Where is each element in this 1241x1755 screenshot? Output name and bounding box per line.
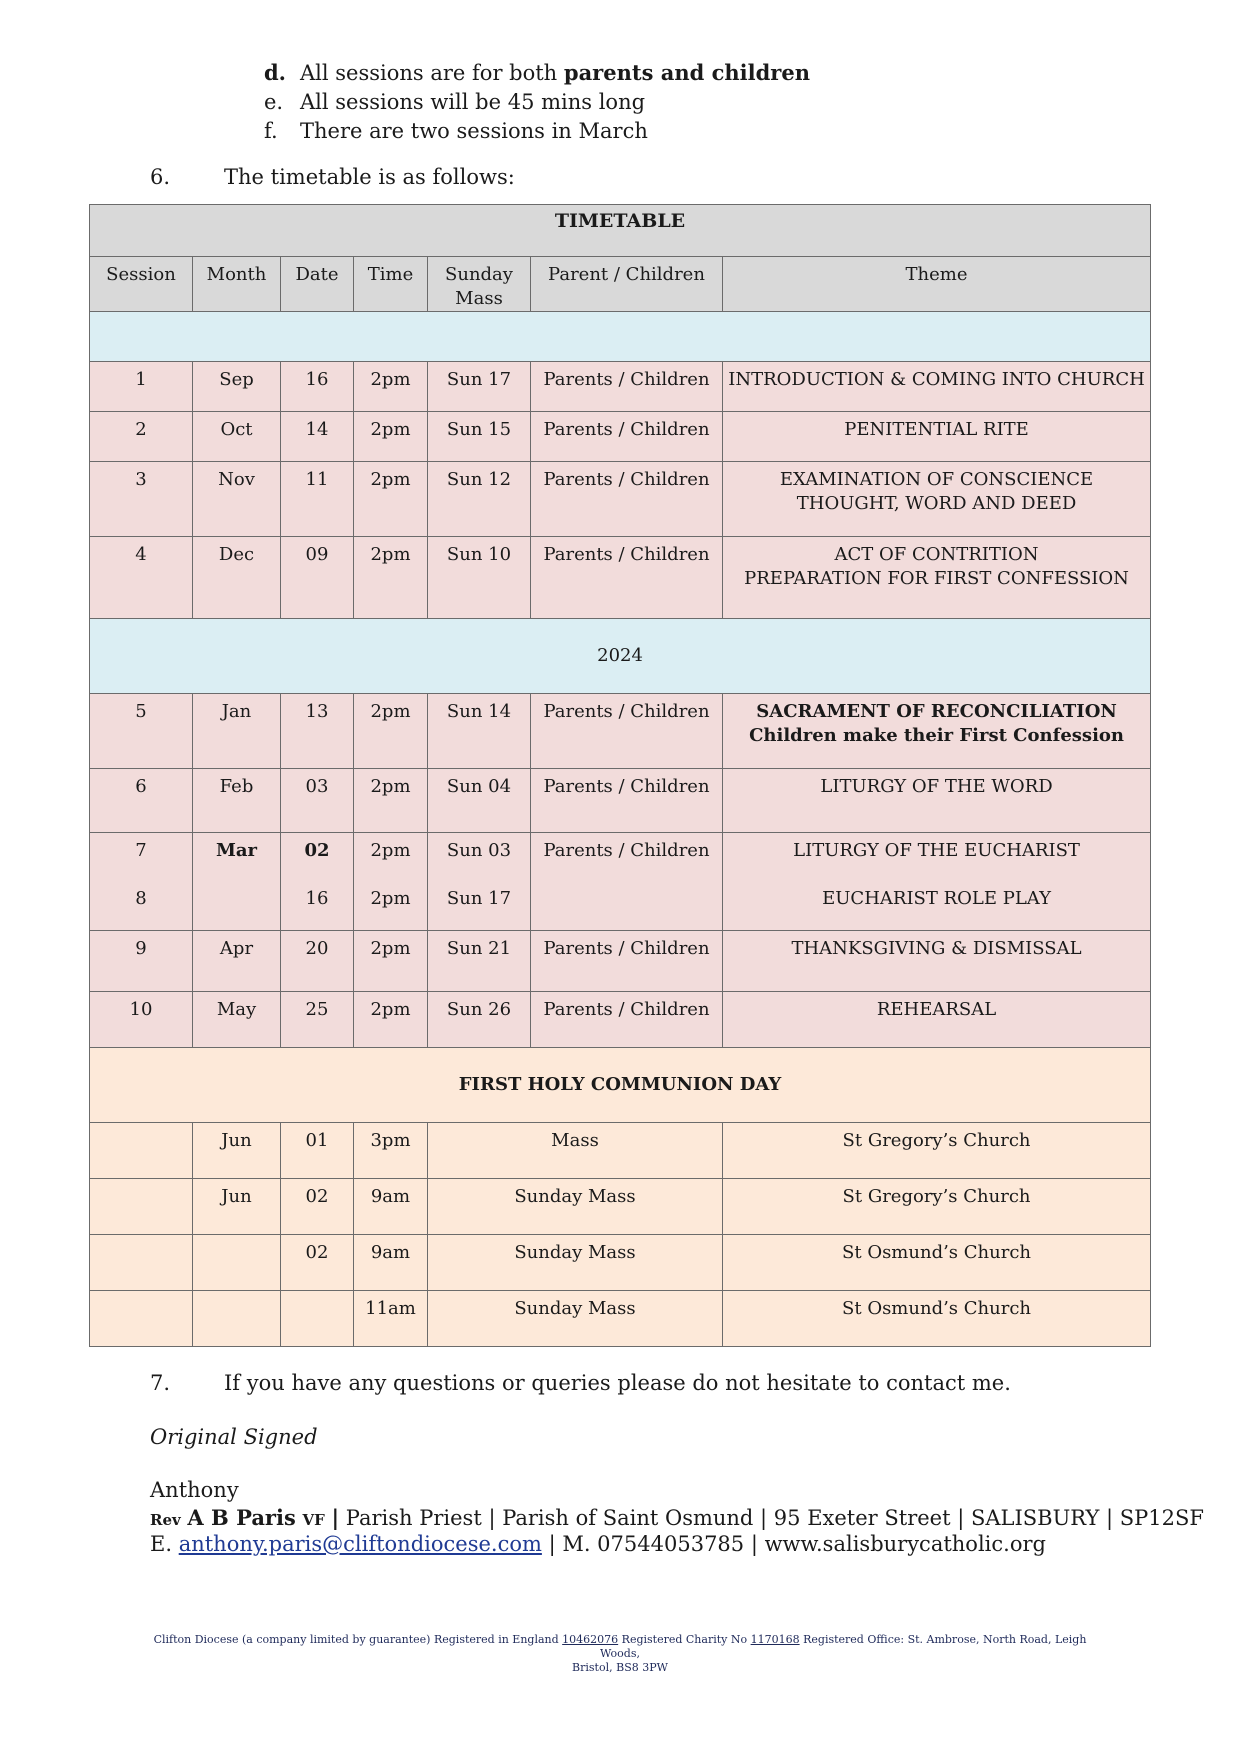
cell-line: 02 xyxy=(304,840,330,861)
header-session: Session xyxy=(90,257,193,312)
cell-time: 2pm xyxy=(354,412,428,462)
table-row xyxy=(90,694,1151,769)
cell-month: Mar xyxy=(193,833,281,931)
cell-month: Jun xyxy=(193,1179,281,1235)
cell-theme xyxy=(723,833,1151,931)
cell-date: 02 xyxy=(281,1179,354,1235)
paragraph-number: 6. xyxy=(150,165,171,189)
cell-session xyxy=(90,833,193,931)
cell-who: Parents / Children xyxy=(531,931,723,992)
timetable xyxy=(89,204,1151,1347)
cell-theme: INTRODUCTION & COMING INTO CHURCH xyxy=(723,362,1151,412)
cell-who: Parents / Children xyxy=(531,833,723,931)
signature-postnominal: VF xyxy=(302,1511,325,1529)
cell-session: 4 xyxy=(90,537,193,619)
cell-mass: Sun 17 xyxy=(428,362,531,412)
cell-line: 2pm xyxy=(370,840,411,861)
cell-theme: LITURGY OF THE WORD xyxy=(723,769,1151,833)
theme-line: EXAMINATION OF CONSCIENCE xyxy=(779,469,1094,490)
cell-month: Jun xyxy=(193,1123,281,1179)
header-month: Month xyxy=(193,257,281,312)
cell-line: 16 xyxy=(305,888,329,909)
list-text: All sessions are for both xyxy=(300,61,564,85)
table-row xyxy=(90,1179,1151,1235)
cell-month: Apr xyxy=(193,931,281,992)
cell-event: Sunday Mass xyxy=(428,1291,723,1347)
cell-place: St Gregory’s Church xyxy=(723,1179,1151,1235)
table-row xyxy=(90,1235,1151,1291)
cell-time: 9am xyxy=(354,1179,428,1235)
cell-session: 3 xyxy=(90,462,193,537)
signature-first-name: Anthony xyxy=(150,1478,239,1502)
list-text-bold: parents and children xyxy=(563,60,810,85)
theme-line: EUCHARIST ROLE PLAY xyxy=(822,888,1051,909)
cell-mass: Sun 14 xyxy=(428,694,531,769)
cell-month: Nov xyxy=(193,462,281,537)
cell-session: 6 xyxy=(90,769,193,833)
list-marker: e. xyxy=(264,90,284,114)
cell-place: St Gregory’s Church xyxy=(723,1123,1151,1179)
cell-month xyxy=(193,1235,281,1291)
table-row xyxy=(90,362,1151,412)
cell-who: Parents / Children xyxy=(531,462,723,537)
theme-line: THOUGHT, WORD AND DEED xyxy=(796,493,1077,514)
cell-mass: Sun 21 xyxy=(428,931,531,992)
cell-theme xyxy=(723,537,1151,619)
cell-mass: Sun 15 xyxy=(428,412,531,462)
cell-line: 8 xyxy=(135,888,147,909)
cell-session: 10 xyxy=(90,992,193,1048)
cell-session: 5 xyxy=(90,694,193,769)
cell-month xyxy=(193,1291,281,1347)
table-row xyxy=(90,537,1151,619)
cell-time: 2pm xyxy=(354,362,428,412)
cell-who: Parents / Children xyxy=(531,694,723,769)
cell-time: 11am xyxy=(354,1291,428,1347)
cell-date: 03 xyxy=(281,769,354,833)
cell-date xyxy=(281,1291,354,1347)
signature-separator: | xyxy=(331,1505,340,1530)
cell-date: 01 xyxy=(281,1123,354,1179)
paragraph-text: The timetable is as follows: xyxy=(224,165,515,189)
footer-line-1 xyxy=(140,1633,1100,1661)
table-row xyxy=(90,412,1151,462)
footer-text: Registered Charity No xyxy=(621,1633,748,1646)
header-time: Time xyxy=(354,257,428,312)
cell-time xyxy=(354,833,428,931)
table-row xyxy=(90,1123,1151,1179)
cell-session: 1 xyxy=(90,362,193,412)
table-row xyxy=(90,992,1151,1048)
cell-mass: Sun 26 xyxy=(428,992,531,1048)
header-sunday-mass: Sunday Mass xyxy=(428,257,531,312)
header-theme: Theme xyxy=(723,257,1151,312)
cell-theme: REHEARSAL xyxy=(723,992,1151,1048)
contact-line xyxy=(150,1531,1046,1558)
footer-text: Registered Office: St. Ambrose, North Road, Leigh Woods, xyxy=(600,1633,1087,1660)
cell-date: 02 xyxy=(281,1235,354,1291)
cell-event: Sunday Mass xyxy=(428,1235,723,1291)
cell-time: 2pm xyxy=(354,694,428,769)
cell-time: 2pm xyxy=(354,537,428,619)
cell-line: 7 xyxy=(135,840,147,861)
cell-month: Feb xyxy=(193,769,281,833)
cell-month: Dec xyxy=(193,537,281,619)
theme-line: SACRAMENT OF RECONCILIATION xyxy=(756,701,1117,722)
cell-line: 2pm xyxy=(370,888,411,909)
footer-charity-number: 1170168 xyxy=(750,1633,800,1646)
cell-place: St Osmund’s Church xyxy=(723,1235,1151,1291)
cell-date xyxy=(281,833,354,931)
cell-date: 14 xyxy=(281,412,354,462)
year-label: 2024 xyxy=(90,619,1151,694)
signature-name: A B Paris xyxy=(187,1505,296,1530)
cell-date: 11 xyxy=(281,462,354,537)
cell-time: 9am xyxy=(354,1235,428,1291)
cell-theme: PENITENTIAL RITE xyxy=(723,412,1151,462)
theme-line: LITURGY OF THE EUCHARIST xyxy=(793,840,1080,861)
header-parent-children: Parent / Children xyxy=(531,257,723,312)
list-marker: f. xyxy=(264,119,278,143)
email-link[interactable]: anthony.paris@cliftondiocese.com xyxy=(178,1532,542,1556)
cell-time: 3pm xyxy=(354,1123,428,1179)
cell-month: Oct xyxy=(193,412,281,462)
theme-line: Children make their First Confession xyxy=(749,725,1124,746)
theme-line: ACT OF CONTRITION xyxy=(834,544,1039,565)
footer-company-number: 10462076 xyxy=(562,1633,619,1646)
table-row xyxy=(90,769,1151,833)
cell-time: 2pm xyxy=(354,462,428,537)
footer-line-2: Bristol, BS8 3PW xyxy=(572,1661,668,1674)
cell-who: Parents / Children xyxy=(531,412,723,462)
cell-time: 2pm xyxy=(354,931,428,992)
cell-date: 16 xyxy=(281,362,354,412)
cell-month: Jan xyxy=(193,694,281,769)
cell-place: St Osmund’s Church xyxy=(723,1291,1151,1347)
cell-date: 25 xyxy=(281,992,354,1048)
cell-line: Sun 03 xyxy=(446,840,512,861)
year-row xyxy=(90,619,1151,694)
communion-title-row xyxy=(90,1048,1151,1123)
paragraph-number: 7. xyxy=(150,1371,171,1395)
cell-event: Mass xyxy=(428,1123,723,1179)
cell-theme xyxy=(723,462,1151,537)
timetable-title-row xyxy=(90,205,1151,257)
cell-date: 20 xyxy=(281,931,354,992)
cell-month: Sep xyxy=(193,362,281,412)
original-signed: Original Signed xyxy=(150,1425,318,1449)
header-date: Date xyxy=(281,257,354,312)
cell-session: 9 xyxy=(90,931,193,992)
cell-line: Sun 17 xyxy=(446,888,512,909)
cell-date: 13 xyxy=(281,694,354,769)
cell-mass xyxy=(428,833,531,931)
timetable-title: TIMETABLE xyxy=(90,205,1151,257)
section-spacer-row xyxy=(90,312,1151,362)
contact-rest: | M. 07544053785 | www.salisburycatholic.org xyxy=(548,1532,1046,1556)
cell-theme: THANKSGIVING & DISMISSAL xyxy=(723,931,1151,992)
table-row xyxy=(90,931,1151,992)
cell-mass: Sun 04 xyxy=(428,769,531,833)
cell-who: Parents / Children xyxy=(531,362,723,412)
cell-month: May xyxy=(193,992,281,1048)
list-text: There are two sessions in March xyxy=(300,119,648,143)
cell-mass: Sun 10 xyxy=(428,537,531,619)
cell-who: Parents / Children xyxy=(531,992,723,1048)
cell-who: Parents / Children xyxy=(531,537,723,619)
theme-line: PREPARATION FOR FIRST CONFESSION xyxy=(744,568,1129,589)
communion-title: FIRST HOLY COMMUNION DAY xyxy=(90,1048,1151,1123)
table-row xyxy=(90,462,1151,537)
signature-rev: Rev xyxy=(150,1511,181,1529)
cell-time: 2pm xyxy=(354,769,428,833)
cell-mass: Sun 12 xyxy=(428,462,531,537)
email-label: E. xyxy=(150,1532,173,1556)
cell-event: Sunday Mass xyxy=(428,1179,723,1235)
list-marker: d. xyxy=(264,60,286,85)
list-text: All sessions will be 45 mins long xyxy=(300,90,646,114)
cell-who: Parents / Children xyxy=(531,769,723,833)
footer-text: Clifton Diocese (a company limited by guarantee) Registered in England xyxy=(153,1633,559,1646)
timetable-header-row xyxy=(90,257,1151,312)
signature-line xyxy=(150,1504,1204,1534)
cell-theme xyxy=(723,694,1151,769)
cell-session: 2 xyxy=(90,412,193,462)
footer xyxy=(140,1633,1100,1675)
paragraph-text: If you have any questions or queries please do not hesitate to contact me. xyxy=(224,1371,1011,1395)
table-row xyxy=(90,833,1151,931)
cell-time: 2pm xyxy=(354,992,428,1048)
signature-details: Parish Priest | Parish of Saint Osmund | 95 Exeter Street | SALISBURY | SP12SF xyxy=(345,1506,1204,1530)
cell-date: 09 xyxy=(281,537,354,619)
table-row xyxy=(90,1291,1151,1347)
